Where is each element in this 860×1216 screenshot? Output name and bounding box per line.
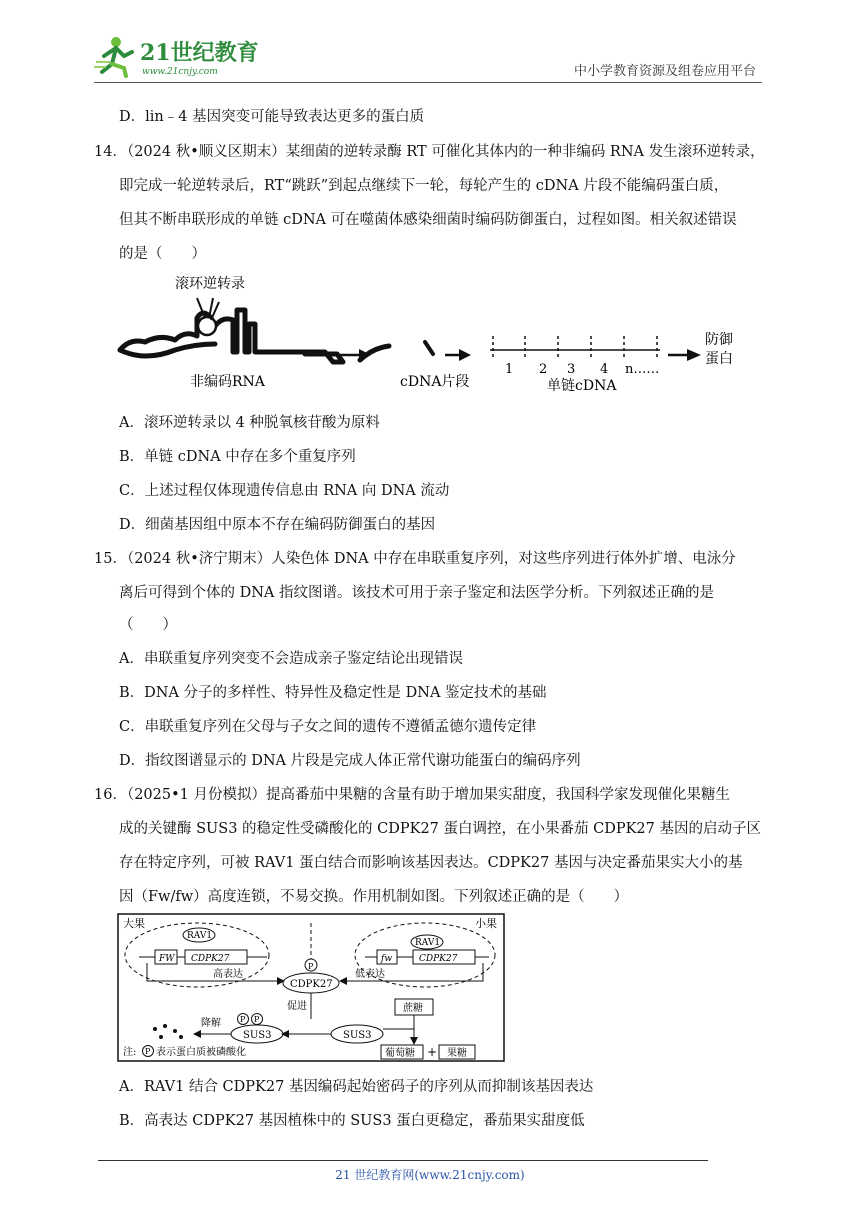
q15-stem-line-3: （ ） [119,617,177,633]
arrow-icon [687,349,701,361]
rolling-circle-label: 滚环逆转录 [175,276,245,292]
q14-stem-line-4: 的是（ ） [119,246,206,262]
sucrose-label: 蔗糖 [403,1003,423,1014]
q15-stem-line-2: 离后可得到个体的 DNA 指纹图谱。该技术可用于亲子鉴定和法医学分析。下列叙述正确的是 [119,585,714,601]
note-text: 表示蛋白质被磷酸化 [156,1047,246,1058]
glucose-label: 葡萄糖 [385,1048,415,1059]
cdna-fragment-label: cDNA片段 [400,374,470,390]
rt-enzyme-circle [198,317,216,335]
small-fruit-label: 小果 [475,917,497,930]
q15-option-a: A．串联重复序列突变不会造成亲子鉴定结论出现错误 [119,651,463,667]
q16-option-a: A．RAV1 结合 CDPK27 基因编码起始密码子的序列从而抑制该基因表达 [119,1079,594,1095]
fw-big-label: FW [159,954,175,964]
q15-option-c: C．串联重复序列在父母与子女之间的遗传不遵循孟德尔遗传定律 [119,719,537,735]
q16-stem-line-2: 成的关键酶 SUS3 的稳定性受磷酸化的 CDPK27 蛋白调控，在小果番茄 CDPK27 基因的启动子区 [119,821,761,837]
segment-number: 3 [567,362,576,377]
phospho-p: P [254,1015,260,1024]
fw-small-label: fw [381,954,393,964]
phospho-p: P [308,962,314,971]
footer-link[interactable]: 21 世纪教育网(www.21cnjy.com) [335,1168,525,1182]
segment-number: 1 [505,362,514,377]
rav1-label: RAV1 [187,931,213,941]
high-expression-label: 高表达 [213,969,243,980]
low-expression-label: 低表达 [355,969,385,980]
q15-option-d: D．指纹图谱显示的 DNA 片段是完成人体正常代谢功能蛋白的编码序列 [119,753,581,769]
rav1-label: RAV1 [415,938,441,948]
segment-dividers [493,336,657,360]
q15-option-b: B．DNA 分子的多样性、特异性及稳定性是 DNA 鉴定技术的基础 [119,685,547,701]
phospho-p: P [240,1015,246,1024]
q16-stem-line-1: 16．（2025•1 月份模拟）提高番茄中果糖的含量有助于增加果实甜度，我国科学家发现催化果糖生 [94,787,730,803]
cdpk27-gene-left: CDPK27 [191,954,230,964]
big-fruit-label: 大果 [123,917,145,930]
q16-option-b: B．高表达 CDPK27 基因植株中的 SUS3 蛋白更稳定，番茄果实甜度低 [119,1113,585,1129]
q14-figure [115,270,745,400]
q14-stem-line-1: 14．（2024 秋•顺义区期末）某细菌的逆转录酶 RT 可催化其体内的一种非编码 RNA 发生滚环逆转录， [94,144,765,160]
single-strand-cdna-label: 单链cDNA [547,378,617,394]
q16-stem-line-4: 因（Fw/fw）高度连锁，不易交换。作用机制如图。下列叙述正确的是（ ） [119,889,629,905]
q16-mechanism-figure [117,913,505,1063]
q14-stem-line-2: 即完成一轮逆转录后，RT“跳跃”到起点继续下一轮，每轮产生的 cDNA 片段不能编码蛋白质， [119,178,729,194]
q15-stem-line-1: 15．（2024 秋•济宁期末）人染色体 DNA 中存在串联重复序列，对这些序列进行体外扩增、电泳分 [94,551,736,567]
defense-protein-label-1: 防御 [705,332,733,348]
header-platform-name: 中小学教育资源及组卷应用平台 [573,64,756,79]
segment-number: n…… [625,362,660,377]
runner-icon [94,37,132,76]
header-divider [94,82,762,83]
logo-url: www.21cnjy.com [142,67,218,77]
defense-protein-label-2: 蛋白 [705,351,733,367]
sus3-label: SUS3 [243,1030,272,1041]
segment-number: 2 [539,362,548,377]
cdpk27-protein-label: CDPK27 [290,979,333,990]
footer-divider [98,1160,708,1161]
note-prefix: 注: [123,1047,137,1058]
q16-stem-line-3: 存在特定序列，可被 RAV1 蛋白结合而影响该基因表达。CDPK27 基因与决定番茄果实大小的基 [119,855,743,871]
logo-text: 21世纪教育 [140,40,259,66]
q14-option-a: A．滚环逆转录以 4 种脱氧核苷酸为原料 [119,415,380,431]
promote-label: 促进 [287,1001,307,1012]
degrade-label: 降解 [201,1018,221,1029]
q13-option-d: D．lin﹣4 基因突变可能导致表达更多的蛋白质 [119,109,425,125]
noncoding-rna-label: 非编码RNA [190,374,265,390]
arrow-icon [459,349,471,361]
q14-option-d: D．细菌基因组中原本不存在编码防御蛋白的基因 [119,517,436,533]
q14-stem-line-3: 但其不断串联形成的单链 cDNA 可在噬菌体感染细菌时编码防御蛋白，过程如图。相关叙述错误 [119,212,737,228]
q14-option-c: C．上述过程仅体现遗传信息由 RNA 向 DNA 流动 [119,483,450,499]
sus3-label: SUS3 [343,1030,372,1041]
fructose-label: 果糖 [447,1048,467,1059]
cdpk27-gene-right: CDPK27 [419,954,458,964]
phospho-p: P [145,1047,151,1056]
site-logo [94,34,264,78]
segment-number: 4 [600,362,609,377]
q14-option-b: B．单链 cDNA 中存在多个重复序列 [119,449,356,465]
plus-sign: + [427,1045,438,1059]
